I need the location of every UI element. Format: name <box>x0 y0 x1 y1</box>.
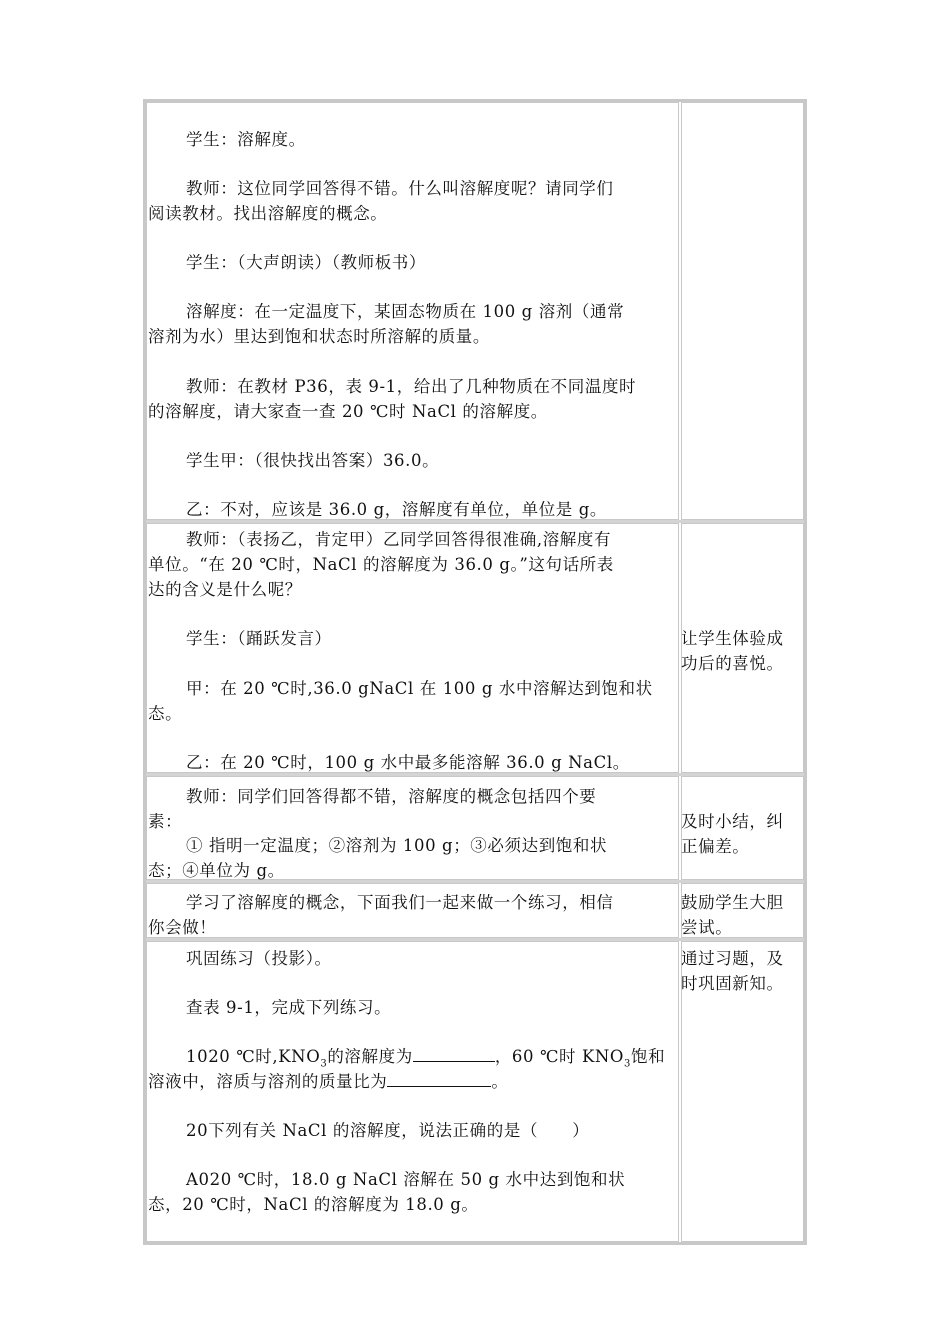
text: 饱和 <box>631 1047 666 1066</box>
text: 的溶解度为 <box>327 1047 413 1066</box>
subscript: 3 <box>624 1058 632 1070</box>
note-text: 时巩固新知。 <box>681 974 784 993</box>
answer-blank[interactable] <box>387 1070 491 1087</box>
text: 。 <box>491 1072 509 1091</box>
paragraph-cont: 素： <box>148 812 183 831</box>
paragraph-cont: 态；④单位为 g。 <box>148 861 285 880</box>
paragraph: 学生：溶解度。 <box>186 130 306 149</box>
paragraph: 乙：在 20 ℃时，100 g 水中最多能溶解 36.0 g NaCl。 <box>186 753 630 772</box>
paragraph-cont: 态。 <box>148 704 183 723</box>
paragraph: 学习了溶解度的概念，下面我们一起来做一个练习，相信 <box>186 893 614 912</box>
paragraph-cont: 态，20 ℃时，NaCl 的溶解度为 18.0 g。 <box>148 1195 479 1214</box>
subscript: 3 <box>320 1058 328 1070</box>
paragraph: 溶解度：在一定温度下，某固态物质在 100 g 溶剂（通常 <box>186 302 625 321</box>
paragraph-cont: 你会做！ <box>148 918 217 937</box>
paragraph: 巩固练习（投影）。 <box>186 949 332 968</box>
paragraph-cont: 溶剂为水）里达到饱和状态时所溶解的质量。 <box>148 327 490 346</box>
paragraph-cont: 单位。“在 20 ℃时，NaCl 的溶解度为 36.0 g。”这句话所表 <box>148 555 614 574</box>
paragraph: 甲：在 20 ℃时,36.0 gNaCl 在 100 g 水中溶解达到饱和状 <box>186 679 653 698</box>
paragraph: 教师：同学们回答得都不错，溶解度的概念包括四个要 <box>186 787 597 806</box>
answer-blank[interactable] <box>413 1045 495 1062</box>
note-text: 正偏差。 <box>681 837 750 856</box>
exercise-question-2: 20下列有关 NaCl 的溶解度，说法正确的是（ ） <box>186 1121 590 1140</box>
paragraph: ① 指明一定温度；②溶剂为 100 g；③必须达到饱和状 <box>186 836 608 855</box>
option-a: A020 ℃时，18.0 g NaCl 溶解在 50 g 水中达到饱和状 <box>186 1170 626 1189</box>
paragraph: 学生：（踊跃发言） <box>186 629 332 648</box>
paragraph: 教师：在教材 P36，表 9-1，给出了几种物质在不同温度时 <box>186 377 637 396</box>
text: ，60 ℃时 KNO <box>494 1047 625 1066</box>
paragraph-cont: 的溶解度，请大家查一查 20 ℃时 NaCl 的溶解度。 <box>148 402 548 421</box>
paragraph: 乙：不对，应该是 36.0 g，溶解度有单位，单位是 g。 <box>186 500 607 519</box>
note-text: 功后的喜悦。 <box>681 654 784 673</box>
paragraph: 教师：这位同学回答得不错。什么叫溶解度呢？请同学们 <box>186 179 614 198</box>
note-text: 让学生体验成 <box>681 629 784 648</box>
note-text: 及时小结，纠 <box>681 812 784 831</box>
note-text: 尝试。 <box>681 918 733 937</box>
paragraph-cont: 达的含义是什么呢？ <box>148 580 302 599</box>
paragraph: 学生：（大声朗读）（教师板书） <box>186 253 426 272</box>
paragraph: 教师：（表扬乙，肯定甲）乙同学回答得很准确,溶解度有 <box>186 530 612 549</box>
paragraph: 查表 9-1，完成下列练习。 <box>186 998 392 1017</box>
paragraph-cont: 阅读教材。找出溶解度的概念。 <box>148 204 388 223</box>
note-text: 通过习题，及 <box>681 949 784 968</box>
paragraph-cont <box>148 1069 678 1094</box>
paragraph: 学生甲：（很快找出答案）36.0。 <box>186 451 440 470</box>
note-text: 鼓励学生大胆 <box>681 893 784 912</box>
text: 溶液中，溶质与溶剂的质量比为 <box>148 1072 388 1091</box>
text: 1020 ℃时,KNO <box>186 1047 321 1066</box>
cell-note <box>681 102 804 520</box>
